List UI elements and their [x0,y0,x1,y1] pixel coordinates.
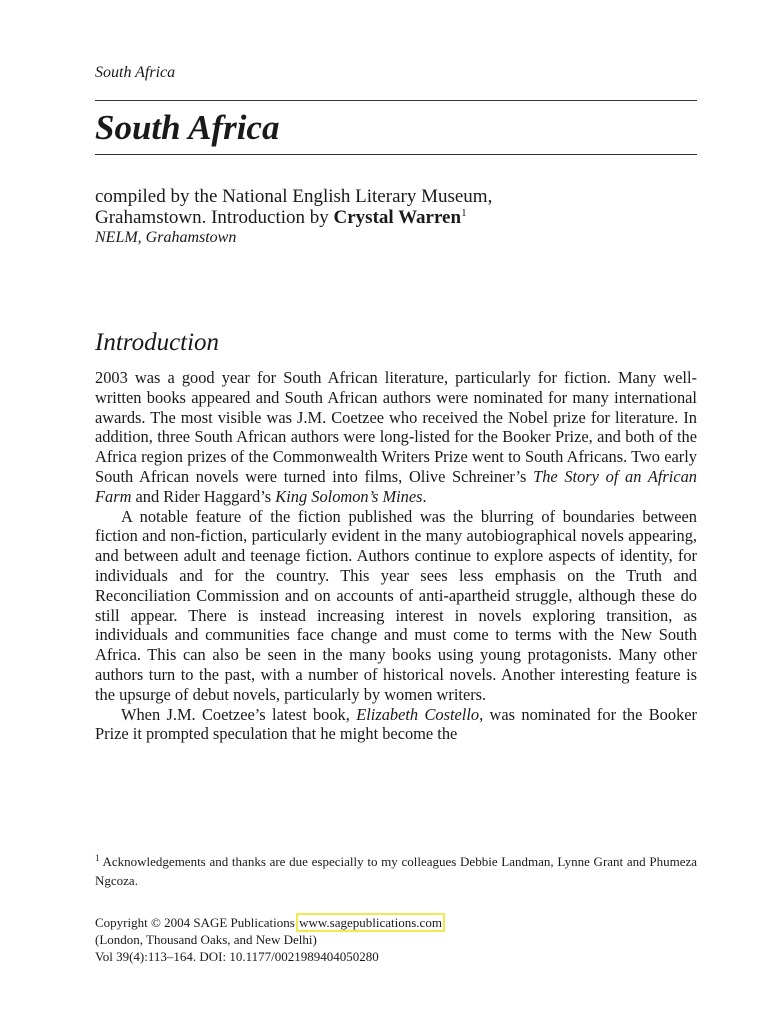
paragraph-3-text-a: When J.M. Coetzee’s latest book, [121,704,357,724]
footnote-text: Acknowledgements and thanks are due especially to my colleagues Debbie Landman, Lynne Grant and Phumeza Ngcoza. [95,854,697,888]
copyright-line2: (London, Thousand Oaks, and New Delhi) [95,932,317,947]
running-head: South Africa [95,64,176,81]
paragraph-1-text-c: . [422,486,427,506]
paragraph-3 [95,705,697,745]
article-title: South Africa [95,108,280,147]
paragraph-2: A notable feature of the fiction published was the blurring of boundaries between fiction and non-fiction, particularly evident in the many autobiographical novels appearing, and between adult and teenage fiction. Authors continue to explore aspects of identity, for individuals and for the country. This year sees less emphasis on the Truth and Reconciliation Commission and on accounts of anti-apartheid struggle, although these do still appear. There is instead increasing interest in novels exploring transition, as individuals and communities face change and must come to terms with the New South Africa. This can also be seen in the many books using young protagonists. Many other authors turn to the past, with a number of historical novels. Another interesting feature is the upsurge of debut novels, particularly by women writers. [95,506,697,704]
copyright-line1: Copyright © 2004 SAGE Publications [95,915,299,930]
author-affiliation: NELM, Grahamstown [95,229,237,246]
paragraph-1 [95,368,697,507]
byline-line1: compiled by the National English Literary Museum, [95,186,493,207]
footnote [95,852,697,890]
book-title-king-solomons-mines: King Solomon’s Mines [275,486,423,506]
book-title-story-of-african-farm: The Story of an African Farm [95,466,697,506]
copyright-line3: Vol 39(4):113–164. DOI: 10.1177/0021989404050280 [95,949,379,964]
body-text [95,368,697,744]
author-footnote-marker[interactable]: 1 [461,207,467,219]
copyright-block [95,914,443,965]
byline-line2-prefix: Grahamstown. Introduction by [95,207,334,228]
byline [95,186,697,228]
title-bottom-rule [95,154,697,155]
publisher-url-link[interactable]: www.sagepublications.com [299,915,442,930]
book-title-elizabeth-costello: Elizabeth Costello [356,704,480,724]
title-top-rule [95,100,697,101]
paragraph-3-text-b: , was nominated for the Booker Prize it prompted speculation that he might become the [95,704,697,744]
footnote-marker: 1 [95,853,100,863]
paragraph-1-text-a: 2003 was a good year for South African literature, particularly for fiction. Many well-written books appeared and South African authors were nominated for many international awards. The most visible was J.M. Coetzee who received the Nobel prize for literature. In addition, three South African authors were long-listed for the Booker Prize, and both of the Africa region prizes of the Commonwealth Writers Prize went to South Africans. Two early South African novels were turned into films, Olive Schreiner’s [95,368,697,486]
paragraph-1-text-b: and Rider Haggard’s [131,486,276,506]
author-name: Crystal Warren [333,207,462,228]
section-heading-introduction: Introduction [95,329,220,356]
